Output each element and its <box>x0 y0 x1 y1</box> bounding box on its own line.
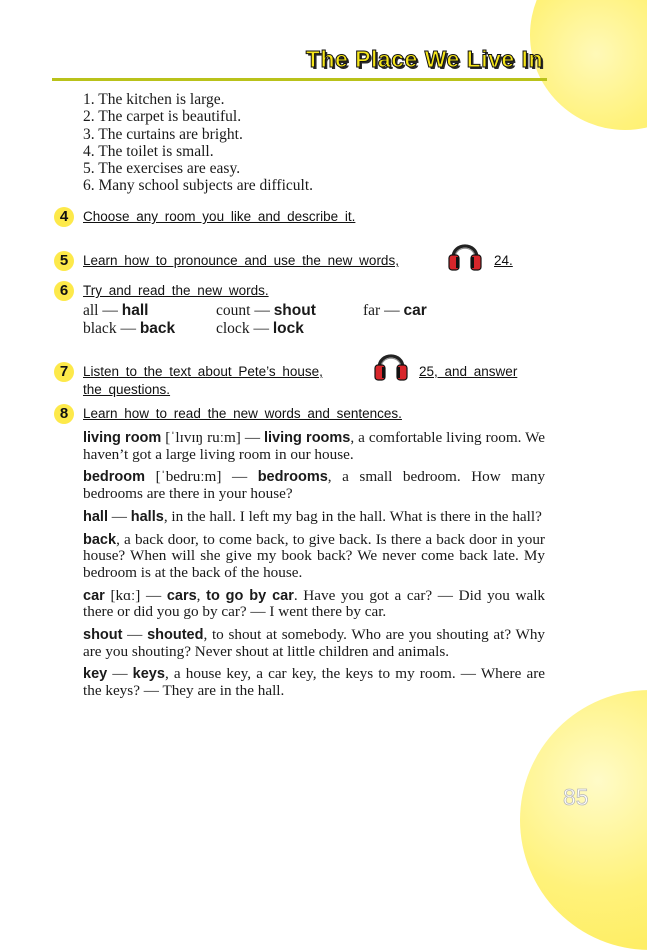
exercise-number: 5 <box>54 251 74 271</box>
exercise-number: 8 <box>54 404 74 424</box>
headword: bedroom <box>83 469 146 486</box>
example-text: , a back door, to come back, to give back. Is there a back door in your house? When will she give my book back? We never come back late. My bedroom is at the back of the house. <box>83 530 545 581</box>
example-text: , a comfortable living room. We haven’t got a large living room in our house. <box>83 429 545 463</box>
exercise-number: 6 <box>54 281 74 301</box>
vocabulary-entry: bedroom [ˈbedruːm] — bedrooms, a small bedroom. How many bedrooms are there in your house? <box>83 468 546 503</box>
phrase: to go by car <box>206 587 294 604</box>
headphones-icon[interactable] <box>448 236 482 272</box>
headword: shout <box>83 627 123 644</box>
word-pair: count — shout <box>216 302 316 319</box>
example-text: , a house key, a car key, the keys to my room. — Where are the keys? — They are in the hall. <box>83 665 545 700</box>
title-underline <box>52 78 547 81</box>
audio-track-number: 25, and answer <box>419 364 518 379</box>
plural-form: cars <box>166 587 197 604</box>
vocabulary-entry: living room [ˈlɪvɪŋ ruːm] — living rooms, a comfortable living room. We haven’t got a large living room in our house. <box>83 429 545 463</box>
exercise-instruction: Learn how to pronounce and use the new words, <box>83 253 399 268</box>
list-item: 4. The toilet is small. <box>83 142 214 160</box>
word-pair: black — back <box>83 320 176 337</box>
audio-track-number: 24. <box>494 253 513 268</box>
word-pair: all — hall <box>83 302 149 319</box>
vocabulary-entry <box>83 532 545 582</box>
headword: car <box>83 587 105 604</box>
plural-form: keys <box>132 666 165 683</box>
transcription: [ˈbedruːm] <box>155 468 222 486</box>
plural-form: bedrooms <box>257 469 328 486</box>
plural-form: living rooms <box>264 430 351 446</box>
exercise-instruction: Choose any room you like and describe it. <box>83 209 356 224</box>
list-item: 3. The curtains are bright. <box>83 125 243 143</box>
exercise-instruction: Listen to the text about Pete’s house, <box>83 364 323 379</box>
plural-form: halls <box>130 508 164 525</box>
transcription: [kɑː] <box>110 586 141 604</box>
example-text: , to shout at somebody. Who are you shouting at? Why are you shouting? Never shout at little children and animals. <box>83 626 546 660</box>
example-text: . Have you got a car? — Did you walk there or did you go by car? — I went there by car. <box>83 586 546 621</box>
exercise-number: 7 <box>54 362 74 382</box>
headword: hall <box>83 508 108 525</box>
headword: key <box>83 666 108 683</box>
list-item: 1. The kitchen is large. <box>83 91 225 108</box>
word-pair: clock — lock <box>216 320 304 337</box>
headphones-icon[interactable] <box>374 346 408 382</box>
list-item: 2. The carpet is beautiful. <box>83 108 242 126</box>
example-text: , in the hall. I left my bag in the hall. What is there in the hall? <box>163 507 542 525</box>
list-item: 6. Many school subjects are difficult. <box>83 177 314 195</box>
page-title: The Place We Live In <box>305 46 543 72</box>
corner-decoration-bottom <box>520 690 647 950</box>
exercise-instruction: Try and read the new words. <box>83 283 269 298</box>
exercise-number: 4 <box>54 207 74 227</box>
word-pair: far — car <box>363 302 427 319</box>
vocabulary-entry: key — keys, a house key, a car key, the keys to my room. — Where are the keys? — They are in the hall. <box>83 665 545 700</box>
exercise-instruction-continued: the questions. <box>83 382 171 397</box>
transcription: [ˈlɪvɪŋ ruːm] <box>165 429 241 446</box>
exercise-instruction: Learn how to read the new words and sentences. <box>83 406 402 421</box>
sentence-list <box>83 91 313 195</box>
page-number: 85 <box>563 784 589 810</box>
headword: back <box>83 531 117 548</box>
list-item: 5. The exercises are easy. <box>83 160 241 178</box>
vocabulary-entry: shout — shouted, to shout at somebody. Who are you shouting at? Why are you shouting? Never shout at little children and animals. <box>83 626 546 660</box>
vocabulary-entries <box>83 430 545 706</box>
vocabulary-entry: car [kɑː] — cars, to go by car. Have you got a car? — Did you walk there or did you go by car? — I went there by car. <box>83 586 546 621</box>
headword: living room <box>83 430 162 446</box>
example-text: , a small bedroom. How many bedrooms are there in your house? <box>83 468 546 503</box>
plural-form: shouted <box>147 627 204 644</box>
vocabulary-entry: hall — halls, in the hall. I left my bag in the hall. What is there in the hall? <box>83 507 542 525</box>
corner-decoration-top <box>530 0 647 130</box>
